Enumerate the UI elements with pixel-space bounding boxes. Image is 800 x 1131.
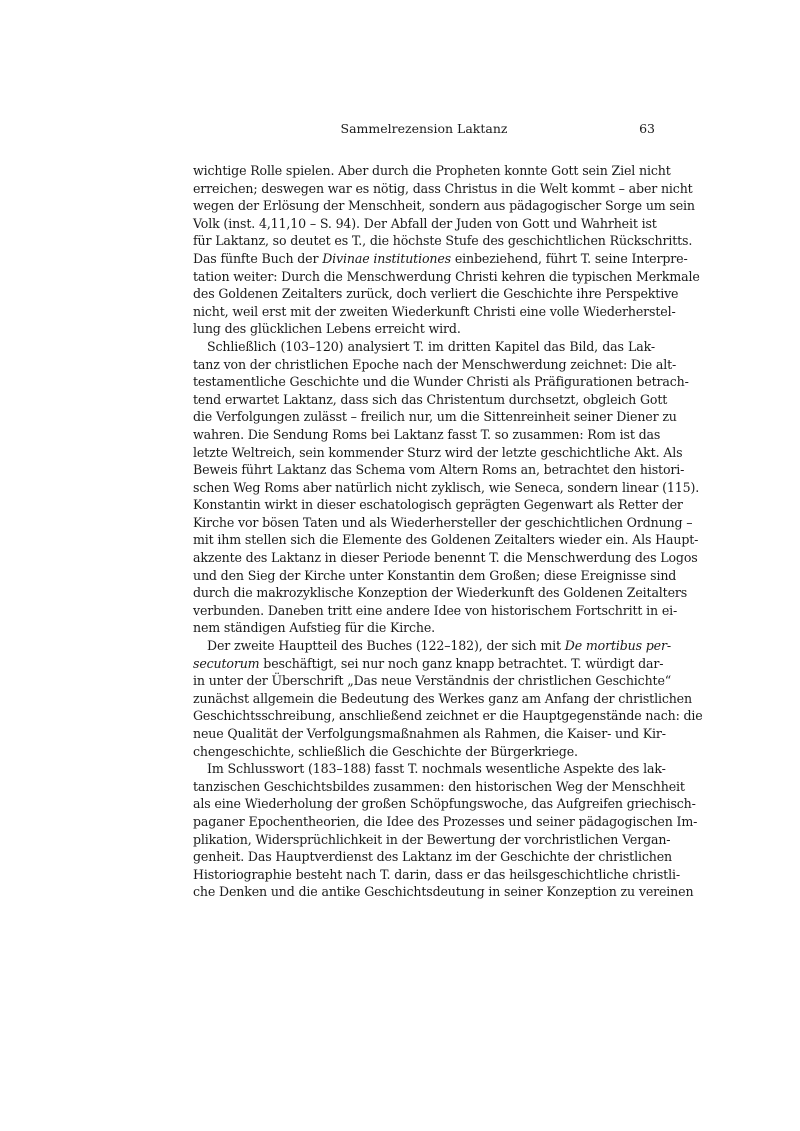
text-line xyxy=(193,637,671,655)
text-line xyxy=(193,479,700,497)
text-line xyxy=(193,743,655,761)
text-segment: wahren. Die Sendung Roms bei Laktanz fasst T. so zusammen: Rom ist das xyxy=(193,426,661,442)
text-segment: Beweis führt Laktanz das Schema vom Altern Roms an, betrachtet den histori- xyxy=(193,462,685,478)
text-segment: des Goldenen Zeitalters zurück, doch verliert die Geschichte ihre Perspektive xyxy=(193,286,679,302)
text-segment: plikation, Widersprüchlichkeit in der Bewertung der vorchristlichen Vergan- xyxy=(193,831,671,847)
text-segment: Der zweite Hauptteil des Buches (122–182), der sich mit xyxy=(207,638,565,654)
text-line xyxy=(193,426,661,444)
text-line xyxy=(193,549,698,567)
text-line xyxy=(193,197,695,215)
text-line xyxy=(193,268,700,286)
text-segment: tanzischen Geschichtsbildes zusammen: den historischen Weg der Menschheit xyxy=(193,778,685,794)
text-segment: verbunden. Daneben tritt eine andere Idee von historischem Fortschritt in ei- xyxy=(193,602,678,618)
text-segment: Kirche vor bösen Taten und als Wiederhersteller der geschichtlichen Ordnung – xyxy=(193,514,693,530)
text-segment: Das fünfte Buch der xyxy=(193,250,323,266)
text-segment: che Denken und die antike Geschichtsdeutung in seiner Konzeption zu vereinen xyxy=(193,884,694,900)
text-line xyxy=(193,883,694,901)
running-title: Sammelrezension Laktanz xyxy=(340,121,508,136)
text-line xyxy=(193,215,655,233)
text-segment: Im Schlusswort (183–188) fasst T. nochmals wesentliche Aspekte des lak- xyxy=(207,761,666,777)
text-segment: wichtige Rolle spielen. Aber durch die Propheten konnte Gott sein Ziel nicht xyxy=(193,163,671,178)
text-line xyxy=(193,672,672,690)
text-line xyxy=(193,655,664,673)
text-segment: in unter der Überschrift „Das neue Verständnis der christlichen Geschichte“ xyxy=(193,673,672,689)
paragraph xyxy=(193,760,698,901)
text-segment: letzte Weltreich, sein kommender Sturz wird der letzte geschichtliche Akt. Als xyxy=(193,444,683,460)
text-segment: chengeschichte, schließlich die Geschichte der Bürgerkriege. xyxy=(193,743,578,759)
text-line xyxy=(193,285,679,303)
text-segment: tend erwartet Laktanz, dass sich das Christentum durchsetzt, obgleich Gott xyxy=(193,391,668,407)
text-segment: zunächst allgemein die Bedeutung des Werkes ganz am Anfang der christlichen xyxy=(193,690,692,706)
text-segment: einbeziehend, führt T. seine Interpre- xyxy=(450,250,688,266)
text-segment: Schließlich (103–120) analysiert T. im dritten Kapitel das Bild, das Lak- xyxy=(207,338,655,354)
text-segment: durch die makrozyklische Konzeption der Wiederkunft des Goldenen Zeitalters xyxy=(193,585,688,601)
text-line xyxy=(193,391,668,409)
text-line xyxy=(193,760,666,778)
text-line xyxy=(193,320,655,338)
text-line xyxy=(193,619,655,637)
text-line xyxy=(193,725,666,743)
text-segment: wegen der Erlösung der Menschheit, sondern aus pädagogischer Sorge um sein xyxy=(193,198,695,214)
text-segment: lung des glücklichen Lebens erreicht wird. xyxy=(193,321,461,337)
text-segment: mit ihm stellen sich die Elemente des Goldenen Zeitalters wieder ein. Als Haupt- xyxy=(193,532,699,548)
text-line xyxy=(193,303,676,321)
italic-title: De mortibus per- xyxy=(564,638,671,654)
text-line xyxy=(193,848,672,866)
text-segment: Konstantin wirkt in dieser eschatologisch geprägten Gegenwart als Retter der xyxy=(193,497,683,513)
paragraph xyxy=(193,637,703,760)
text-line xyxy=(193,584,688,602)
text-segment: als eine Wiederholung der großen Schöpfungswoche, das Aufgreifen griechisch- xyxy=(193,796,696,812)
text-segment: erreichen; deswegen war es nötig, dass Christus in die Welt kommt – aber nicht xyxy=(193,180,693,196)
text-line xyxy=(193,531,699,549)
running-header xyxy=(193,121,655,139)
italic-title: Divinae institutiones xyxy=(322,250,451,266)
page-number: 63 xyxy=(639,121,655,136)
text-segment: neue Qualität der Verfolgungsmaßnahmen als Rahmen, die Kaiser- und Kir- xyxy=(193,726,666,741)
text-segment: nicht, weil erst mit der zweiten Wiederkunft Christi eine volle Wiederherstel- xyxy=(193,303,676,319)
text-line xyxy=(193,795,696,813)
text-line xyxy=(193,162,671,180)
text-line xyxy=(193,831,671,849)
body-text xyxy=(193,162,703,901)
text-line xyxy=(193,180,693,198)
text-segment: Historiographie besteht nach T. darin, dass er das heilsgeschichtliche christli- xyxy=(193,866,680,882)
text-segment: Geschichtsschreibung, anschließend zeichnet er die Hauptgegenstände nach: die xyxy=(193,708,703,724)
text-segment: genheit. Das Hauptverdienst des Laktanz im der Geschichte der christlichen xyxy=(193,849,672,865)
text-line xyxy=(193,444,683,462)
text-segment: akzente des Laktanz in dieser Periode benennt T. die Menschwerdung des Logos xyxy=(193,550,698,566)
text-line xyxy=(193,778,685,796)
text-segment: Volk (inst. 4,11,10 – S. 94). Der Abfall der Juden von Gott und Wahrheit ist xyxy=(193,215,657,231)
text-line xyxy=(193,338,655,356)
text-segment: testamentliche Geschichte und die Wunder Christi als Präfigurationen betrach- xyxy=(193,374,689,390)
text-segment: paganer Epochentheorien, die Idee des Prozesses und seiner pädagogischen Im- xyxy=(193,813,698,829)
text-segment: die Verfolgungen zulässt – freilich nur, um die Sittenreinheit seiner Diener zu xyxy=(193,409,677,425)
text-line xyxy=(193,813,698,831)
paragraph xyxy=(193,162,700,338)
text-line xyxy=(193,461,685,479)
text-line xyxy=(193,866,680,884)
text-line xyxy=(193,250,688,268)
text-segment: für Laktanz, so deutet es T., die höchste Stufe des geschichtlichen Rückschritts. xyxy=(193,233,693,249)
text-line xyxy=(193,567,677,585)
italic-title: secutorum xyxy=(193,655,260,671)
text-line xyxy=(193,707,703,725)
paragraph xyxy=(193,338,700,637)
text-segment: nem ständigen Aufstieg für die Kirche. xyxy=(193,620,436,636)
text-segment: tanz von der christlichen Epoche nach der Menschwerdung zeichnet: Die alt- xyxy=(193,356,677,372)
text-line xyxy=(193,408,677,426)
text-segment: tation weiter: Durch die Menschwerdung Christi kehren die typischen Merkmale xyxy=(193,268,700,284)
text-segment: schen Weg Roms aber natürlich nicht zyklisch, wie Seneca, sondern linear (115). xyxy=(193,479,700,495)
text-segment: beschäftigt, sei nur noch ganz knapp betrachtet. T. würdigt dar- xyxy=(259,655,664,671)
text-line xyxy=(193,356,677,374)
text-line xyxy=(193,373,689,391)
text-segment: und den Sieg der Kirche unter Konstantin dem Großen; diese Ereignisse sind xyxy=(193,567,677,583)
text-line xyxy=(193,232,693,250)
text-line xyxy=(193,514,693,532)
text-line xyxy=(193,496,683,514)
text-line xyxy=(193,602,678,620)
text-line xyxy=(193,690,692,708)
